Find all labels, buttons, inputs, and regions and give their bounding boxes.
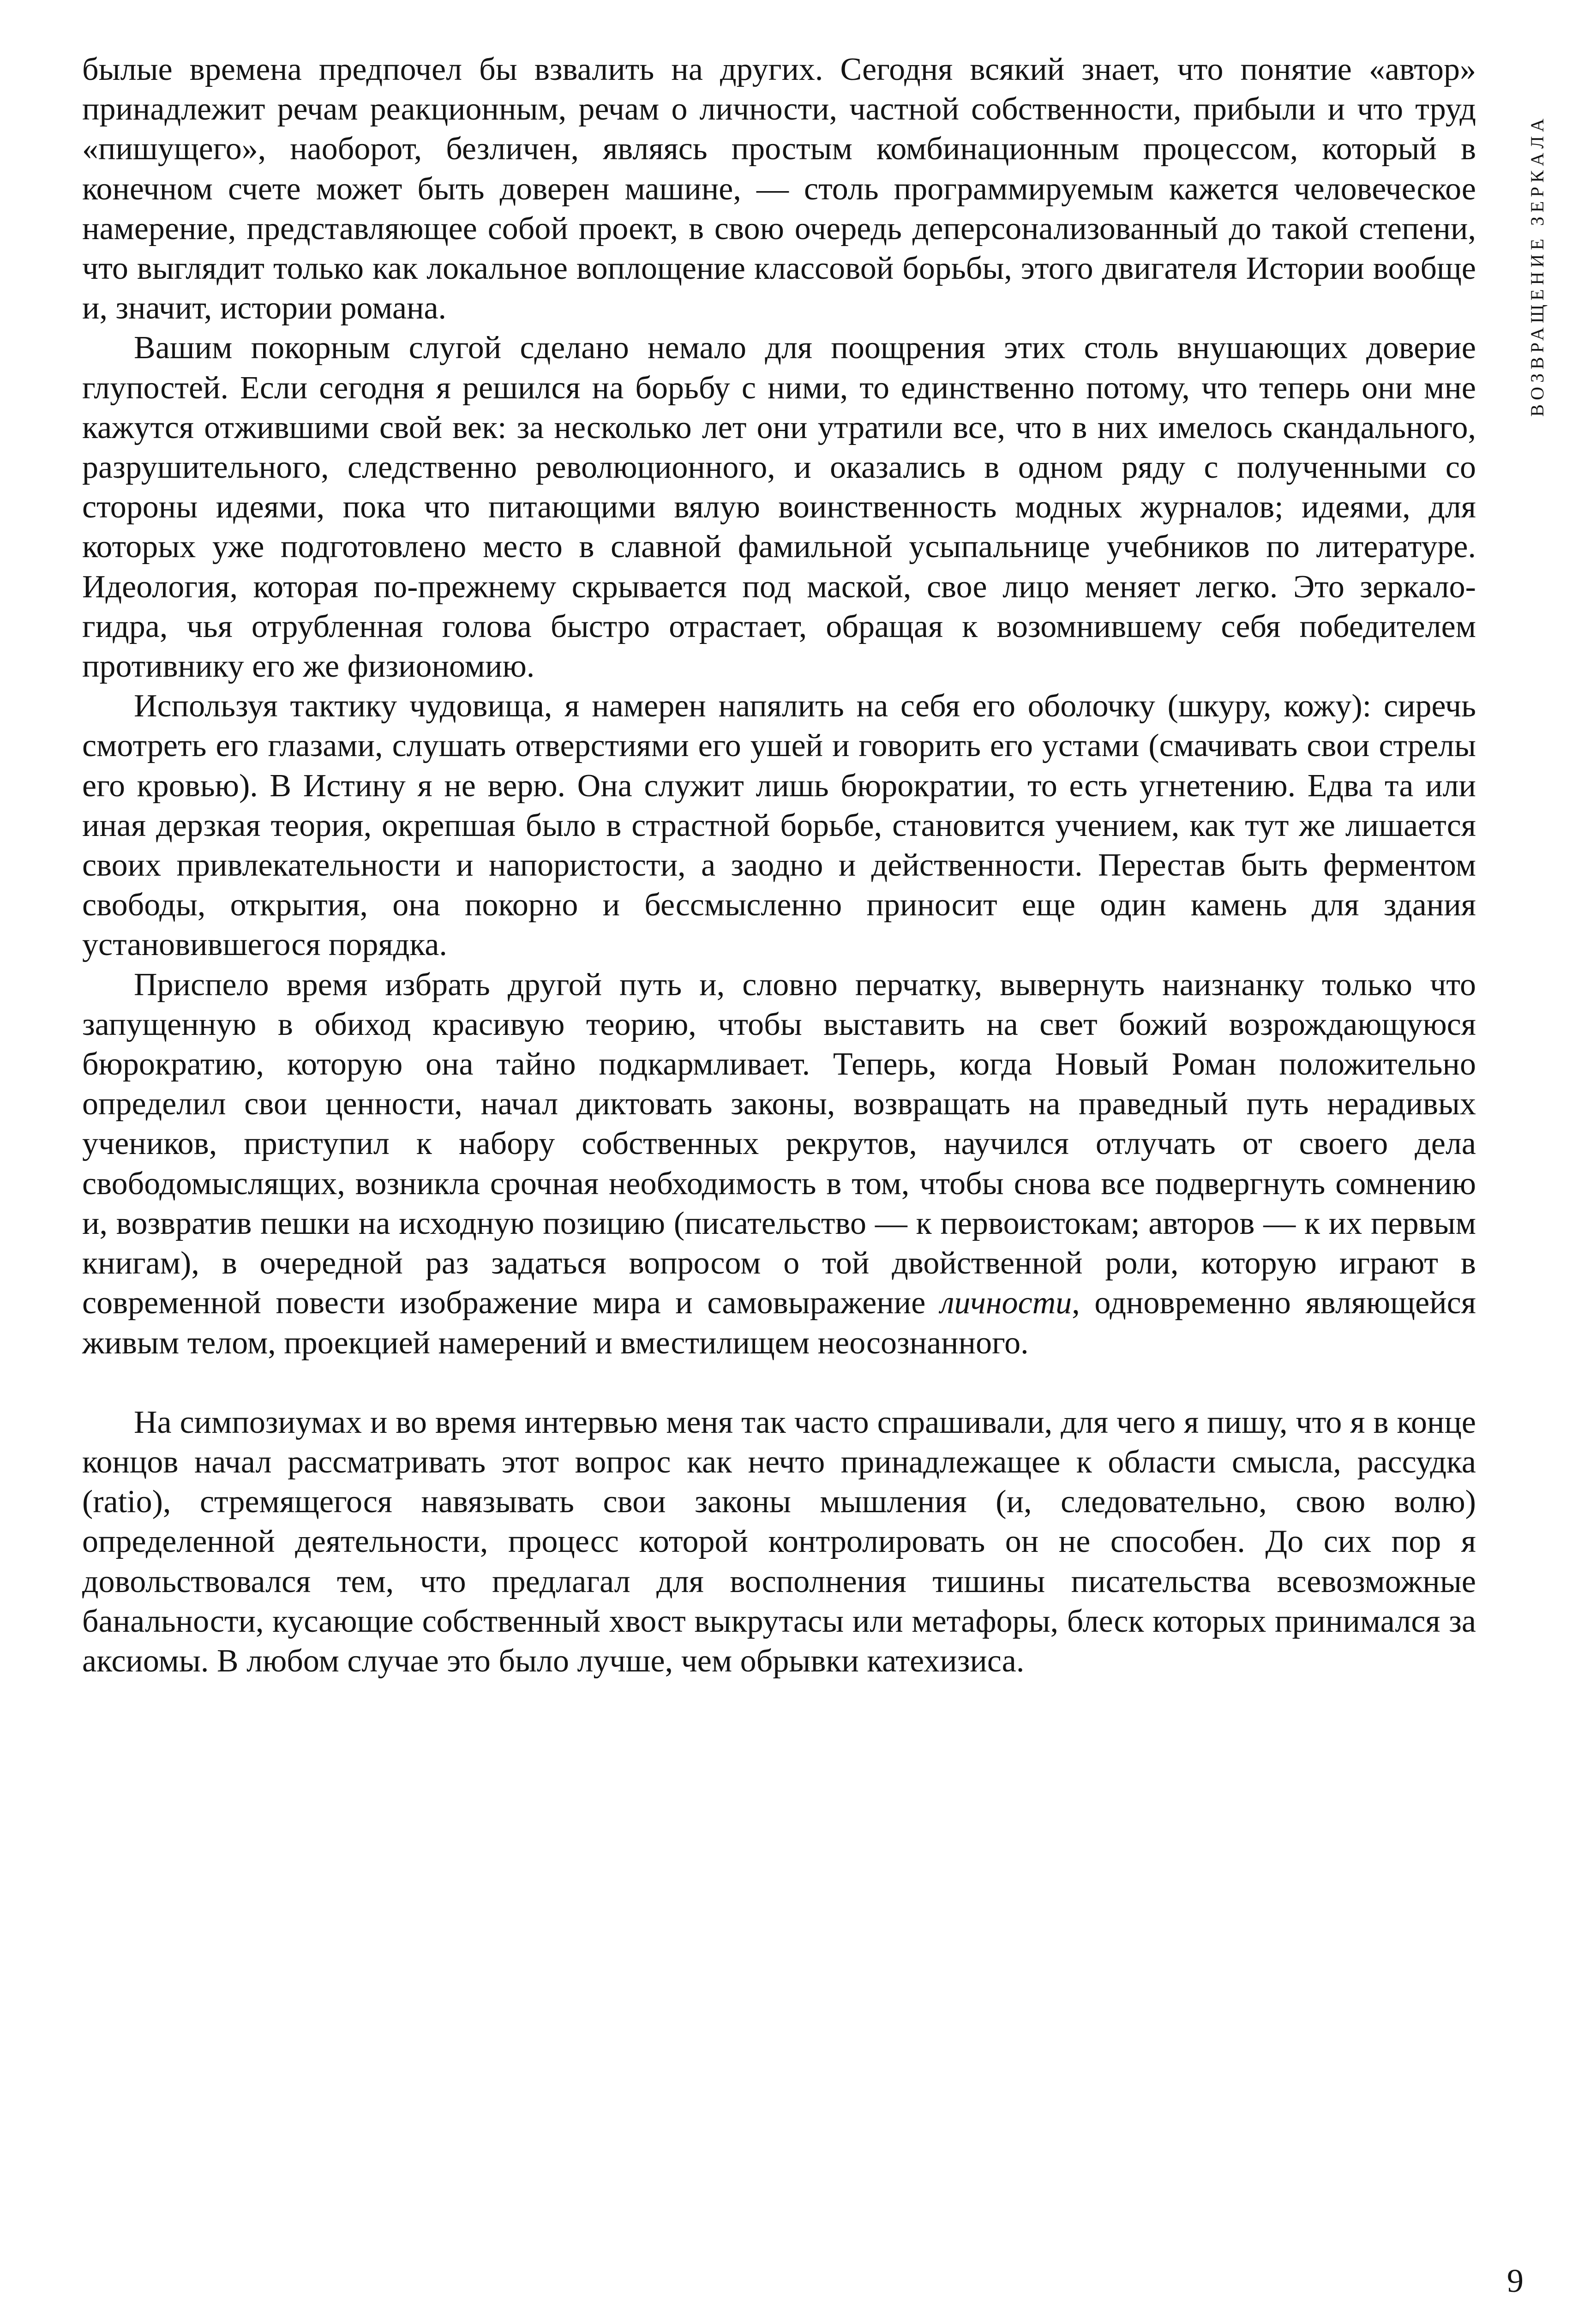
paragraph-2: Вашим покорным слугой сделано немало для поощрения этих столь внушающих доверие глупостей. Если сегодня я решился на борьбу с ними, то единственно потому, что теперь они мне кажутся отжившими свой век: за несколько лет они утратили все, что в них имелось скандального, разрушительного, следственно революционного, и оказались в одном ряду с полученными со стороны идеями, пока что питающими вялую воинственность модных журналов; идеями, для которых уже подготовлено место в славной фамильной усыпальнице учебников по литературе. Идеология, которая по-прежнему скрывается под маской, свое лицо меняет легко. Это зеркало-гидра, чья отрубленная голова быстро отрастает, обращая к возомнившему себя победителем противнику его же физиономию. <box>82 330 1476 685</box>
paragraph-1: былые времена предпочел бы взвалить на других. Сегодня всякий знает, что понятие «автор» принадлежит речам реакционным, речам о личности, частной собственности, прибыли и что труд «пишущего», наоборот, безличен, являясь простым комбинационным процессом, который в конечном счете может быть доверен машине, — столь программируемым кажется человеческое намерение, представляющее собой проект, в свою очередь деперсонализованный до такой степени, что выглядит только как локальное воплощение классовой борьбы, этого двигателя Истории вообще и, значит, истории романа. <box>82 52 1476 326</box>
paragraph-4-text-after: , одновременно являющейся живым телом, проекцией намерений и вместилищем неосознанного. <box>82 1285 1476 1361</box>
page-number: 9 <box>1507 2262 1524 2299</box>
paragraph-4-emphasis: личности <box>940 1285 1072 1321</box>
paragraph-4 <box>82 965 1476 1363</box>
paragraph-3: Используя тактику чудовища, я намерен напялить на себя его оболочку (шкуру, кожу): сиречь смотреть его глазами, слушать отверстиями его ушей и говорить его устами (смачивать свои стрелы его кровью). В Истину я не верю. Она служит лишь бюрократии, то есть угнетению. Едва та или иная дерзкая теория, окрепшая было в страстной борьбе, становится учением, как тут же лишается своих привлекательности и напористости, а заодно и действенности. Перестав быть ферментом свободы, открытия, она покорно и бессмысленно приносит еще один камень для здания установившегося порядка. <box>82 688 1476 963</box>
paragraph-5: На симпозиумах и во время интервью меня так часто спрашивали, для чего я пишу, что я в конце концов начал рассматривать этот вопрос как нечто принадлежащее к области смысла, рассудка (ratio), стремящегося навязывать свои законы мышления (и, следовательно, свою волю) определенной деятельности, процесс которой контролировать он не способен. До сих пор я довольствовался тем, что предлагал для восполнения тишины писательства всевозможные банальности, кусающие собственный хвост выкрутасы или метафоры, блеск которых принимался за аксиомы. В любом случае это было лучше, чем обрывки катехизиса. <box>82 1404 1476 1679</box>
running-head-text: ВОЗВРАЩЕНИЕ ЗЕРКАЛА <box>1526 114 1548 417</box>
running-head <box>1516 46 1558 485</box>
paragraph-4-text-before: Приспело время избрать другой путь и, словно перчатку, вывернуть наизнанку только что запущенную в обиход красивую теорию, чтобы выставить на свет божий возрождающуюся бюрократию, которую она тайно подкармливает. Теперь, когда Новый Роман положительно определил свои ценности, начал диктовать законы, возвращать на праведный путь нерадивых учеников, приступил к набору собственных рекрутов, научился отлучать от своего дела свободомыслящих, возникла срочная необходимость в том, чтобы снова все подвергнуть сомнению и, возвратив пешки на исходную позицию (писательство — к первоистокам; авторов — к их первым книгам), в очередной раз задаться вопросом о той двойственной роли, которую играют в современной повести изображение мира и самовыражение <box>82 967 1476 1321</box>
body-text <box>82 50 1476 1681</box>
